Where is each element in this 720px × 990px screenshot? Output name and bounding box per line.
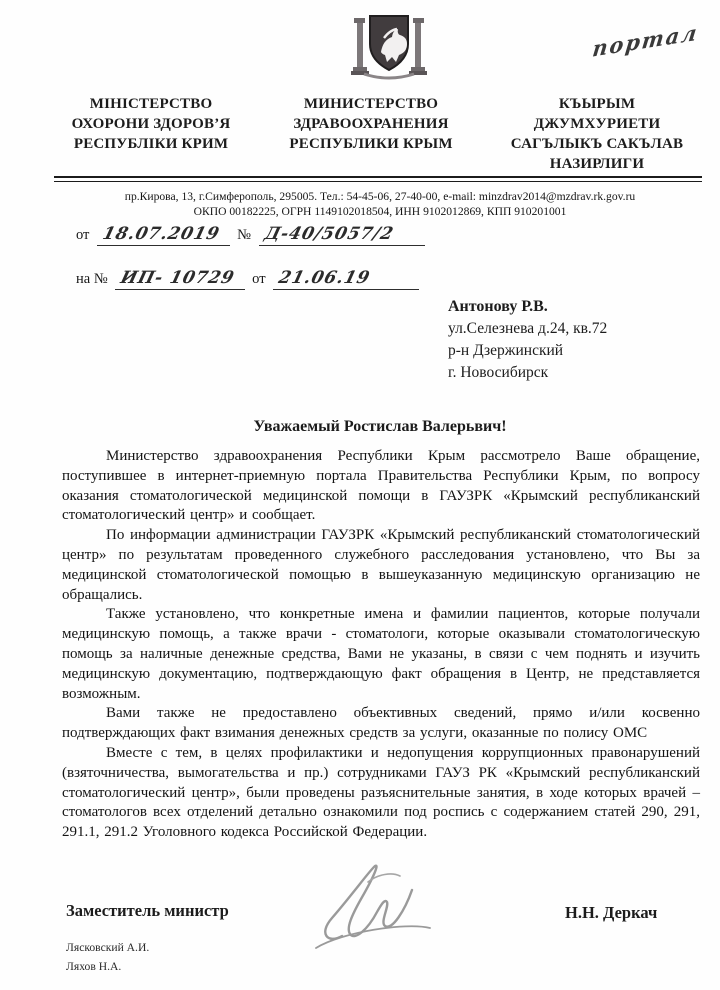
paragraph: Вместе с тем, в целях профилактики и недопущения коррупционных правонарушений (взяточничества, вымогательства и пр.) сотрудниками ГАУЗ РК «Крымский республиканский стоматологический центр», были проведены разъяснительные занятия, в ходе которых врачей – стоматологов всех отделений детально ознакомили под роспись с содержанием статей 290, 291, 291.1, 291.2 Уголовного кодекса Российской Федерации. (62, 744, 700, 841)
from-label: от (76, 227, 90, 243)
ministry-contact-block (60, 189, 700, 219)
paragraph: По информации администрации ГАУЗРК «Крымский республиканский стоматологический центр» по результатам проведенного служебного расследования установлено, что Вы за медицинской стоматологической помощью в вышеуказанную медицинскую организацию не обращались. (62, 527, 700, 603)
crimea-coat-of-arms-icon (344, 8, 434, 82)
reply-label: на № (76, 271, 108, 287)
reply-from-label: от (252, 271, 266, 287)
executors-block (66, 938, 149, 976)
handwritten-signature (308, 862, 458, 962)
org-line: РЕСПУБЛІКИ КРИМ (73, 136, 229, 152)
handwritten-portal-note: портал (591, 19, 701, 62)
org-line: ОХОРОНИ ЗДОРОВ’Я (71, 116, 231, 132)
number-label: № (237, 227, 251, 243)
incoming-number-field: ИП- 10729 (115, 268, 244, 290)
outgoing-number-field: Д-40/5057/2 (259, 224, 425, 246)
signer-name: Н.Н. Деркач (565, 903, 658, 922)
paragraph: Также установлено, что конкретные имена и фамилии пациентов, которые получали медицинскую помощь, а также врачи - стоматологи, которые оказывали стоматологическую помощь за наличные денежные средства, Вами не указаны, в связи с чем поднять и изучить медицинскую документацию, подтверждающую факт обращения в Центр, не представляется возможным. (62, 606, 700, 702)
recipient-name: Антонову Р.В. (448, 298, 548, 315)
org-name-russian (266, 94, 476, 174)
org-line: ДЖУМХУРИЕТИ (533, 116, 661, 132)
executor-name: Ляхов Н.А. (66, 960, 122, 973)
executor-name: Лясковский А.И. (66, 941, 150, 954)
org-line: САГЪЛЫКЪ САКЪЛАВ (510, 136, 684, 152)
registry-codes-line: ОКПО 00182225, ОГРН 1149102018504, ИНН 9102012869, КПП 910201001 (193, 205, 567, 218)
org-line: ЗДРАВООХРАНЕНИЯ (293, 116, 449, 132)
letter-body (62, 447, 700, 843)
paragraph: Вами также не предоставлено объективных сведений, прямо и/или косвенно подтверждающих факт взимания денежных средств за услуги, оказанные по полису ОМС (62, 705, 700, 742)
outgoing-reference-line (76, 224, 429, 246)
salutation: Уважаемый Ростислав Валерьвич! (253, 418, 507, 435)
org-line: НАЗИРЛИГИ (549, 156, 645, 172)
address-line: пр.Кирова, 13, г.Симферополь, 295005. Тел.: 54-45-06, 27-40-00, e-mail: minzdrav2014@mzdrav.rk.gov.ru (124, 190, 636, 203)
recipient-address-line: ул.Селезнева д.24, кв.72 (448, 320, 608, 337)
recipient-block (448, 296, 607, 384)
paragraph: Министерство здравоохранения Республики Крым рассмотрело Ваше обращение, поступившее в интернет-приемную портала Правительства Республики Крым, по вопросу оказания стоматологической медицинской помощи в ГАУЗРК «Крымский республиканский стоматологический центр» и сообщает. (62, 448, 700, 524)
signer-position-title: Заместитель министр (66, 901, 229, 920)
header-divider-rule (54, 176, 702, 182)
ministry-header (52, 94, 702, 174)
incoming-date-field: 21.06.19 (273, 268, 419, 290)
org-line: РЕСПУБЛИКИ КРЫМ (289, 136, 453, 152)
recipient-address-line: р-н Дзержинский (448, 342, 564, 359)
org-line: МІНІСТЕРСТВО (89, 96, 213, 112)
org-line: МИНИСТЕРСТВО (303, 96, 439, 112)
org-name-crimean-tatar (492, 94, 702, 174)
recipient-address-line: г. Новосибирск (448, 364, 549, 381)
org-name-ukrainian (52, 94, 250, 174)
outgoing-date-field: 18.07.2019 (97, 224, 229, 246)
incoming-reference-line (76, 268, 423, 290)
org-line: КЪЫРЫМ (558, 96, 636, 112)
